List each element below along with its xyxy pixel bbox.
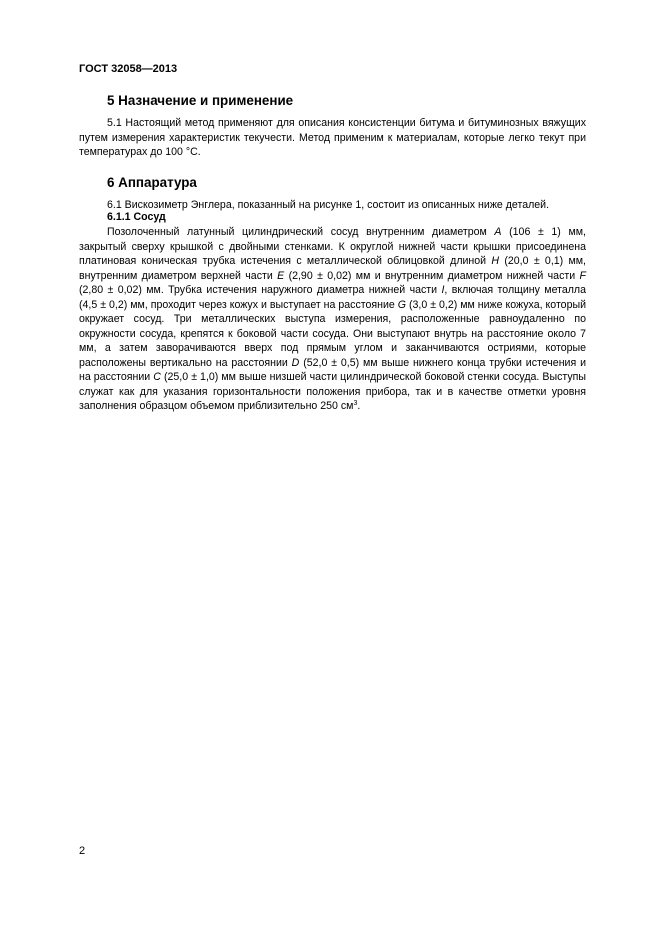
section-6-heading: 6 Аппаратура	[107, 175, 197, 190]
text-segment: (20,0 ± 0,1) мм, внутренним диаметром верхней части	[79, 255, 587, 282]
subsection-6-1-1-heading: 6.1.1 Сосуд	[107, 211, 166, 223]
text-segment: (52,0 ± 0,5) мм выше нижнего конца трубки истечения и на расстоянии	[79, 356, 586, 383]
page-number: 2	[79, 845, 86, 857]
dimension-symbol-d: D	[291, 356, 300, 369]
text-segment: (2,90 ± 0,02) мм и внутренним диаметром нижней части	[284, 269, 580, 282]
document-header: ГОСТ 32058—2013	[79, 63, 178, 75]
dimension-symbol-h: H	[491, 255, 500, 267]
dimension-symbol-e: E	[277, 269, 285, 282]
text-segment: Позолоченный латунный цилиндрический сосуд внутренним диаметром	[107, 226, 495, 238]
text-segment: (25,0 ± 1,0) мм выше низшей части цилиндрической боковой стенки сосуда. Выступы служат как для указания горизонтальности положения прибора, так и в качестве отметки уровня заполнения образцом объемом приблизительно 250 см	[79, 371, 586, 412]
dimension-symbol-a: A	[494, 226, 502, 238]
paragraph-6-1: 6.1 Вискозиметр Энглера, показанный на рисунке 1, состоит из описанных ниже деталей.	[107, 199, 550, 211]
dimension-symbol-i: I	[441, 284, 445, 296]
paragraph-6-1-1	[79, 225, 586, 414]
paragraph-5-1: 5.1 Настоящий метод применяют для описания консистенции битума и битуминозных вяжущих путем измерения характеристик текучести. Метод применим к материалам, которые легко текут при температурах до 100 °С.	[79, 117, 586, 158]
text-segment: (106 ± 1) мм, закрытый сверху крышкой с двойными стенками. К округлой нижней части крышки присоединена платиновая коническая трубка истечения с металлической облицовкой длиной	[79, 226, 586, 267]
text-segment: .	[357, 400, 361, 412]
unit-superscript: 3	[353, 400, 358, 407]
section-5-heading: 5 Назначение и применение	[107, 93, 294, 108]
text-segment: , включая толщину металла (4,5 ± 0,2) мм, проходит через кожух и выступает на расстояние	[79, 284, 586, 311]
dimension-symbol-c: C	[153, 371, 161, 383]
dimension-symbol-f: F	[579, 269, 586, 282]
dimension-symbol-g: G	[397, 298, 407, 311]
text-segment: (3,0 ± 0,2) мм ниже кожуха, который окружает сосуд. Три металлических выступа измерения, расположенные равноудаленно по окружности сосуда, крепятся к боковой части сосуда. Они выступают внутрь на расстояние около 7 мм, а затем заворачиваются вверх под прямым углом и заканчиваются остриями, которые расположены вертикально на расстоянии	[79, 298, 586, 369]
text-segment: (2,80 ± 0,02) мм. Трубка истечения наружного диаметра нижней части	[79, 284, 442, 296]
